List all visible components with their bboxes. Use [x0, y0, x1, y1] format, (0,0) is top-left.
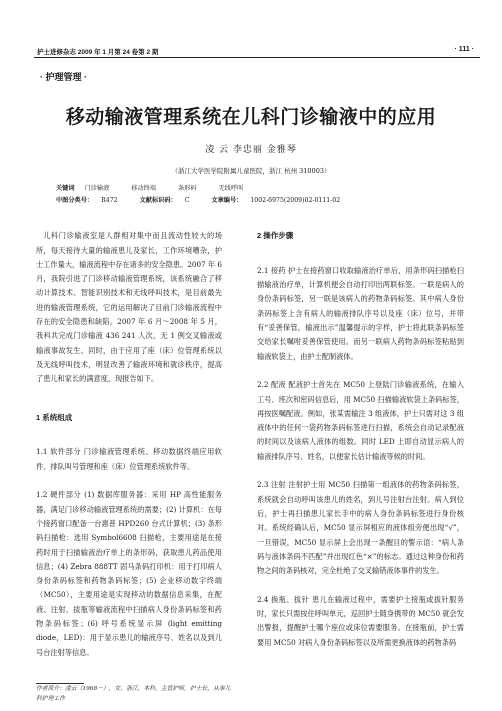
left-column — [36, 215, 222, 674]
affiliation: （浙江大学医学院附属儿童医院，浙江 杭州 310003） — [171, 167, 331, 175]
article-no-value: 1002-6975(2009)02-0111-02 — [250, 197, 341, 204]
keyword: 移动终端 — [131, 185, 156, 192]
body-paragraph: 2.4 换瓶、拔针 患儿在输液过程中，需要护士接瓶或拔针服务时，家长只需按住呼叫单元，巡回护士随身携带的 MC50 就会发出警报，提醒护士哪个座位或床位需要服务。在接瓶前，护士需要用 MC50 对病人身份条码标签以及所需更换液体的药物条码 — [257, 594, 464, 647]
doc-code-label: 文献标识码： — [139, 197, 177, 204]
doc-code-value: C — [184, 197, 190, 204]
body-paragraph: 1.1 软件部分 门诊输液管理系统、移动数据终端应用软件、排队叫号管理和座（床）位管理系统软件等。 — [36, 447, 222, 471]
body-paragraph: 1.2 硬件部分 (1) 数据库服务器：采用 HP 高性能服务器，满足门诊移动输液管理系统的需要；(2) 计算机：在每个接药窗口配备一台惠普 HPD260 台式计算机；(3) 条形码扫描枪：选用 Symbol6608 扫描枪，主要用途是在接药时用于扫描输液治疗单上的条形码，获取患儿药品使用信息；(4) Zebra 888TT 固马条码打印机：用于打印病人身份条码标签和药物条码标签；(5) 企业移动数字终端（MC50），主要用途是实现移动的数据信息采集，在配液、注射、拔瓶等输液流程中扫描病人身份条码标签和药物条码标签；(6) 呼号系统显示屏 (light emitting diode，LED)：用于显示患儿的输液序号、姓名以及到儿号台注射等信息。 — [36, 490, 222, 657]
page-header — [0, 0, 502, 60]
keyword: 无线呼叫 — [218, 185, 244, 192]
authors: 凌 云 李忠丽 金雅琴 — [205, 145, 297, 155]
header-rule — [34, 57, 480, 58]
journal-info: 护士进修杂志 2009 年 1 月第 24 卷第 2 期 — [37, 49, 159, 56]
classification-line — [56, 195, 340, 204]
section-tag: · 护理管理 · — [40, 72, 87, 82]
intro-paragraph: 儿科门诊输液室是人群相对集中而且流动性较大的场所，每天接待大量的输液患儿及家长，工作环境嘈杂，护士工作量大，输液流程中存在诸多的安全隐患。2007 年 6 月，我院引进了门诊移动输液管理系统，该系统融合了移动计算技术、智能识别技术和无线呼叫技术，是目前最先进的输液管理系统，它的运用解决了目前门诊输液流程中存在的安全隐患和缺陷。2007 年 6 月～2008 年 5 月，我科共完成门诊输液 436 241 人次，无 1 例交叉输液或输液事故发生。同时，由于应用了座（床）位管理系统以及无线呼叫技术，明显改善了输液环境和就诊秩序，提高了患儿和家长的满意度，现报告如下。 — [36, 231, 222, 384]
keyword: 条形码 — [177, 185, 197, 192]
keyword: 门诊输液 — [84, 185, 110, 192]
page-number: · 111 · — [454, 46, 474, 53]
article-no-label: 文章编号： — [211, 197, 243, 204]
clc-label: 中图分类号： — [56, 197, 94, 204]
clc-value: R472 — [101, 197, 118, 204]
body-paragraph: 2.1 接药 护士在接药窗口收取输液治疗单后，用条形码扫描枪扫描输液治疗单，计算机便会自动打印出两联标签。一联是病人的身份条码标签，另一联是该病人的药物条码标签。其中病人身份条码标签上含有病人的输液排队序号以及座（床）位号，并带有“妥善保管，输液出示”温馨提示的字样，护士将此联条码标签交给家长嘱咐妥善保管使用。而另一联病人药物条码标签粘贴到输液软袋上，由护士配制液体。 — [257, 265, 464, 361]
right-column — [257, 215, 464, 664]
author-footnote: 作者简介：凌云（1968－），女，浙江，本科，主管护师，护士长，从事儿科护理工作 — [36, 686, 231, 702]
body-paragraph: 2.2 配液 配液护士首先在 MC50 上登陆门诊输液系统，在输入工号、班次和密码信息后，用 MC50 扫描输液软袋上条码标签，再按医嘱配液。例如，张某需输注 3 组液体，护士只需对这 3 组液体中的任何一袋药物条码标签进行扫描，系统会自动记录配液的时间以及该病人液体的组数。同时 LED 上即自动显示病人的输液排队序号、姓名，以便家长估计输液等候的时间。 — [257, 380, 464, 461]
section-heading: 2 操作步骤 — [257, 231, 294, 241]
keywords-label: 关键词 — [56, 185, 75, 192]
footnote-rule — [36, 683, 84, 684]
article-title: 移动输液管理系统在儿科门诊输液中的应用 — [65, 106, 437, 128]
keywords-line — [56, 183, 263, 192]
body-paragraph: 2.3 注射 注射护士用 MC50 扫描第一组液体的药物条码标签，系统就会自动呼叫该患儿的姓名，到儿号注射台注射。病人到位后，护士再扫描患儿家长手中的病人身份条码标签进行身份核对。系统经确认后，MC50 显示屏相应的液体组旁便出现“√”，一旦错误，MC50 显示屏上会出现一条醒目的警示语：“病人条码与液体条码不匹配”并出现红色“×”的标志。通过这种身份和药物之间的条码核对，完全杜绝了交叉输错液体事件的发生。 — [257, 480, 464, 576]
section-heading: 1 系统组成 — [36, 412, 73, 422]
